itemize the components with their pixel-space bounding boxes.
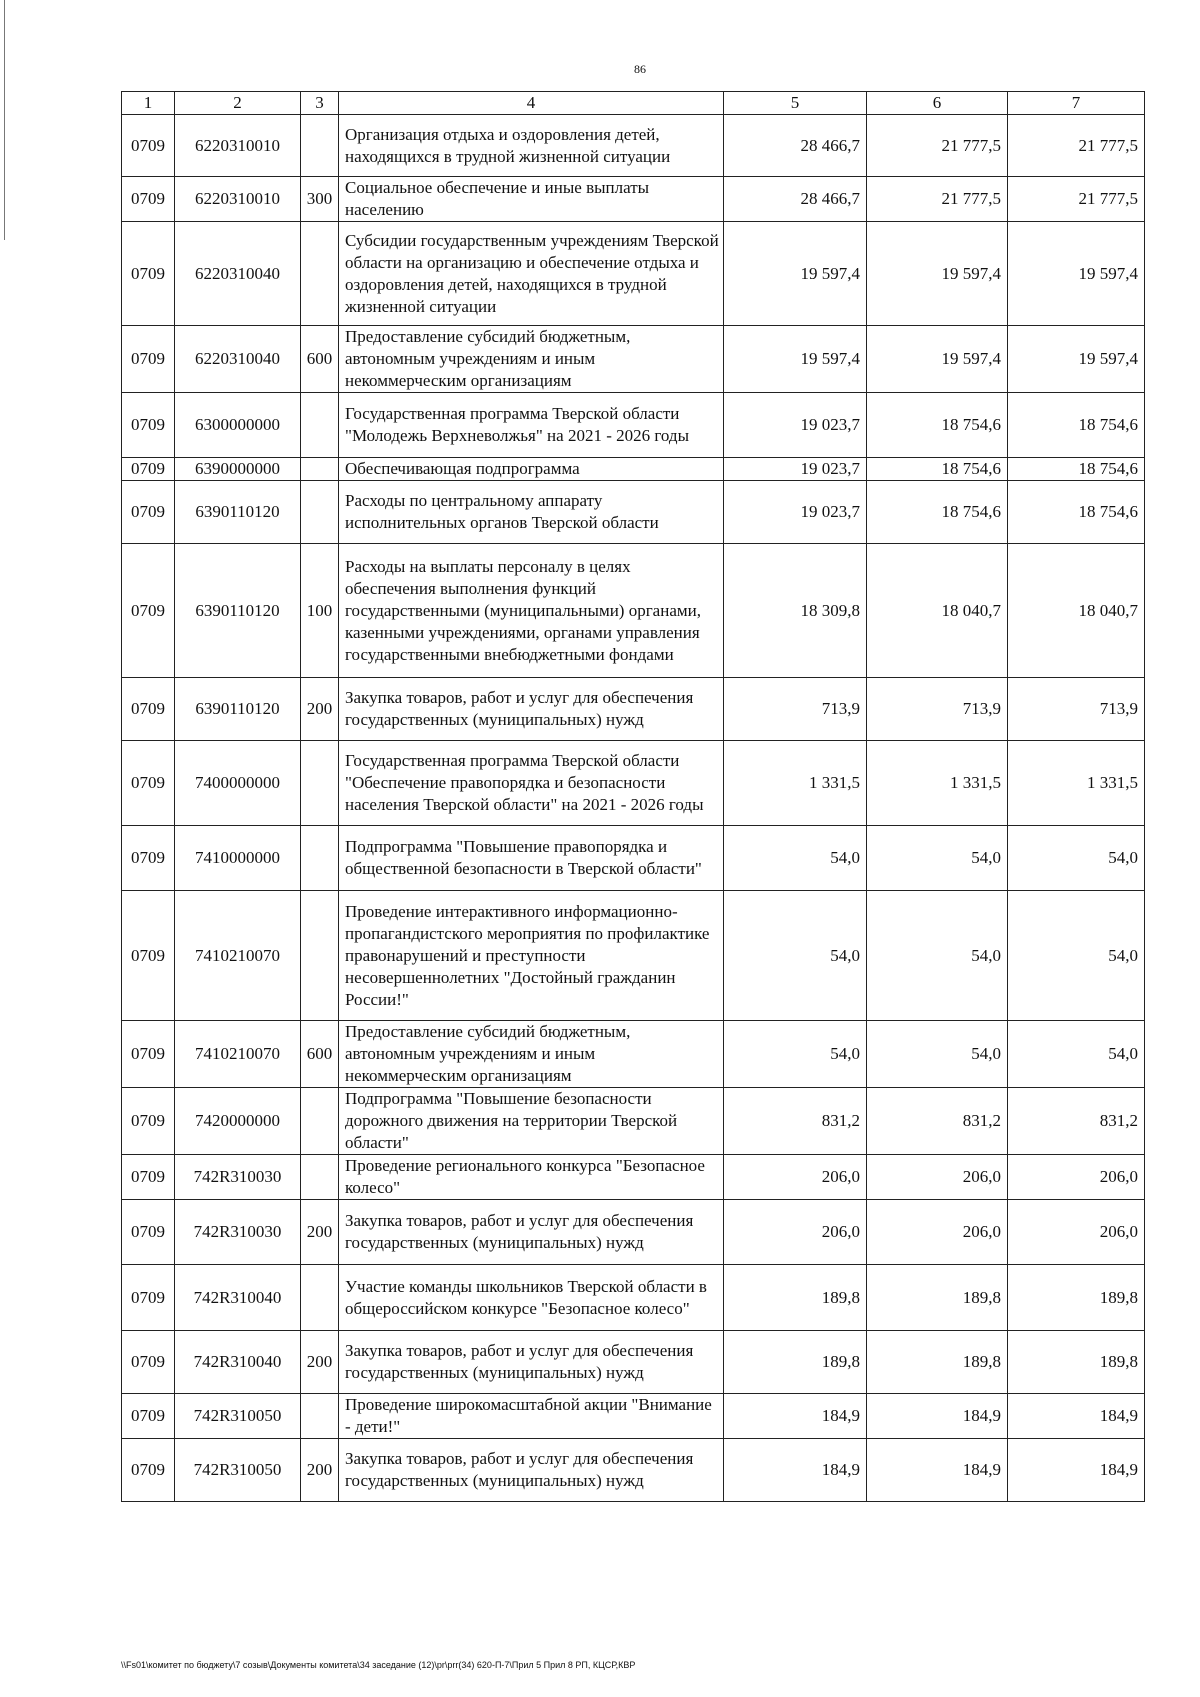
cell-expense-type <box>301 741 339 826</box>
header-col-4: 4 <box>339 92 724 115</box>
cell-value-col7: 21 777,5 <box>1008 177 1145 222</box>
cell-value-col5: 18 309,8 <box>724 544 867 678</box>
cell-code: 6220310040 <box>175 326 301 393</box>
cell-value-col5: 184,9 <box>724 1394 867 1439</box>
table-row <box>122 458 1145 481</box>
cell-value-col7: 831,2 <box>1008 1088 1145 1155</box>
cell-value-col6: 19 597,4 <box>867 326 1008 393</box>
cell-name: Закупка товаров, работ и услуг для обеспечения государственных (муниципальных) нужд <box>339 678 724 741</box>
cell-value-col5: 189,8 <box>724 1331 867 1394</box>
cell-value-col6: 206,0 <box>867 1200 1008 1265</box>
cell-value-col5: 206,0 <box>724 1200 867 1265</box>
cell-name: Закупка товаров, работ и услуг для обеспечения государственных (муниципальных) нужд <box>339 1439 724 1502</box>
header-col-7: 7 <box>1008 92 1145 115</box>
cell-expense-type <box>301 826 339 891</box>
cell-code: 6300000000 <box>175 393 301 458</box>
cell-section: 0709 <box>122 1155 175 1200</box>
cell-section: 0709 <box>122 544 175 678</box>
cell-section: 0709 <box>122 115 175 177</box>
cell-expense-type: 200 <box>301 1439 339 1502</box>
cell-code: 742R310050 <box>175 1439 301 1502</box>
cell-value-col6: 21 777,5 <box>867 115 1008 177</box>
cell-name: Обеспечивающая подпрограмма <box>339 458 724 481</box>
cell-section: 0709 <box>122 1088 175 1155</box>
table-row <box>122 1021 1145 1088</box>
cell-value-col6: 18 040,7 <box>867 544 1008 678</box>
cell-value-col5: 184,9 <box>724 1439 867 1502</box>
cell-expense-type <box>301 1265 339 1331</box>
cell-code: 742R310050 <box>175 1394 301 1439</box>
cell-section: 0709 <box>122 481 175 544</box>
cell-value-col7: 18 040,7 <box>1008 544 1145 678</box>
table-row <box>122 222 1145 326</box>
header-col-1: 1 <box>122 92 175 115</box>
cell-code: 7420000000 <box>175 1088 301 1155</box>
cell-value-col6: 189,8 <box>867 1331 1008 1394</box>
cell-name: Субсидии государственным учреждениям Тверской области на организацию и обеспечение отдыха и оздоровления детей, находящихся в трудной жизненной ситуации <box>339 222 724 326</box>
cell-value-col5: 1 331,5 <box>724 741 867 826</box>
cell-expense-type: 200 <box>301 1200 339 1265</box>
table-header-row <box>122 92 1145 115</box>
cell-name: Проведение интерактивного информационно-пропагандистского мероприятия по профилактике правонарушений и преступности несовершеннолетних "Достойный гражданин России!" <box>339 891 724 1021</box>
cell-code: 742R310030 <box>175 1155 301 1200</box>
cell-value-col5: 19 023,7 <box>724 481 867 544</box>
cell-value-col7: 184,9 <box>1008 1439 1145 1502</box>
cell-section: 0709 <box>122 1439 175 1502</box>
cell-value-col5: 831,2 <box>724 1088 867 1155</box>
table-row <box>122 1088 1145 1155</box>
cell-value-col5: 28 466,7 <box>724 115 867 177</box>
cell-value-col7: 21 777,5 <box>1008 115 1145 177</box>
cell-section: 0709 <box>122 1021 175 1088</box>
cell-value-col7: 206,0 <box>1008 1155 1145 1200</box>
cell-section: 0709 <box>122 1265 175 1331</box>
cell-value-col7: 19 597,4 <box>1008 326 1145 393</box>
cell-value-col6: 18 754,6 <box>867 481 1008 544</box>
cell-section: 0709 <box>122 826 175 891</box>
cell-section: 0709 <box>122 222 175 326</box>
cell-value-col7: 18 754,6 <box>1008 481 1145 544</box>
cell-name: Государственная программа Тверской области "Обеспечение правопорядка и безопасности населения Тверской области" на 2021 - 2026 годы <box>339 741 724 826</box>
cell-value-col5: 19 023,7 <box>724 458 867 481</box>
cell-expense-type: 300 <box>301 177 339 222</box>
cell-value-col7: 1 331,5 <box>1008 741 1145 826</box>
cell-code: 6390110120 <box>175 544 301 678</box>
cell-expense-type <box>301 115 339 177</box>
cell-value-col5: 28 466,7 <box>724 177 867 222</box>
cell-section: 0709 <box>122 177 175 222</box>
cell-value-col5: 189,8 <box>724 1265 867 1331</box>
cell-value-col5: 54,0 <box>724 891 867 1021</box>
cell-value-col6: 206,0 <box>867 1155 1008 1200</box>
header-col-6: 6 <box>867 92 1008 115</box>
cell-value-col7: 18 754,6 <box>1008 458 1145 481</box>
cell-value-col6: 18 754,6 <box>867 458 1008 481</box>
cell-code: 7410210070 <box>175 1021 301 1088</box>
cell-section: 0709 <box>122 458 175 481</box>
table-row <box>122 115 1145 177</box>
cell-name: Социальное обеспечение и иные выплаты населению <box>339 177 724 222</box>
cell-name: Расходы по центральному аппарату исполнительных органов Тверской области <box>339 481 724 544</box>
header-col-5: 5 <box>724 92 867 115</box>
table-row <box>122 177 1145 222</box>
cell-value-col6: 19 597,4 <box>867 222 1008 326</box>
cell-value-col5: 206,0 <box>724 1155 867 1200</box>
cell-code: 6390110120 <box>175 678 301 741</box>
cell-value-col5: 19 023,7 <box>724 393 867 458</box>
cell-value-col5: 713,9 <box>724 678 867 741</box>
cell-value-col6: 54,0 <box>867 826 1008 891</box>
cell-value-col7: 189,8 <box>1008 1331 1145 1394</box>
cell-value-col5: 19 597,4 <box>724 326 867 393</box>
table-row <box>122 481 1145 544</box>
cell-section: 0709 <box>122 1331 175 1394</box>
cell-code: 6220310010 <box>175 115 301 177</box>
cell-value-col6: 54,0 <box>867 891 1008 1021</box>
cell-section: 0709 <box>122 1200 175 1265</box>
cell-section: 0709 <box>122 1394 175 1439</box>
table-row <box>122 1439 1145 1502</box>
cell-value-col5: 54,0 <box>724 1021 867 1088</box>
cell-value-col6: 831,2 <box>867 1088 1008 1155</box>
scan-edge-line <box>4 0 5 240</box>
cell-value-col6: 1 331,5 <box>867 741 1008 826</box>
table-row <box>122 544 1145 678</box>
cell-name: Участие команды школьников Тверской области в общероссийском конкурсе "Безопасное колесо" <box>339 1265 724 1331</box>
cell-expense-type <box>301 1088 339 1155</box>
cell-name: Закупка товаров, работ и услуг для обеспечения государственных (муниципальных) нужд <box>339 1200 724 1265</box>
table-row <box>122 1331 1145 1394</box>
header-col-2: 2 <box>175 92 301 115</box>
table-row <box>122 741 1145 826</box>
cell-expense-type: 600 <box>301 326 339 393</box>
cell-name: Предоставление субсидий бюджетным, автономным учреждениям и иным некоммерческим организациям <box>339 326 724 393</box>
cell-value-col7: 54,0 <box>1008 1021 1145 1088</box>
cell-expense-type <box>301 891 339 1021</box>
cell-value-col7: 19 597,4 <box>1008 222 1145 326</box>
cell-expense-type: 600 <box>301 1021 339 1088</box>
cell-expense-type: 200 <box>301 1331 339 1394</box>
cell-code: 6390000000 <box>175 458 301 481</box>
cell-name: Проведение регионального конкурса "Безопасное колесо" <box>339 1155 724 1200</box>
cell-code: 742R310040 <box>175 1331 301 1394</box>
cell-expense-type <box>301 481 339 544</box>
cell-value-col7: 189,8 <box>1008 1265 1145 1331</box>
cell-section: 0709 <box>122 741 175 826</box>
cell-code: 6220310040 <box>175 222 301 326</box>
cell-value-col6: 713,9 <box>867 678 1008 741</box>
cell-name: Предоставление субсидий бюджетным, автономным учреждениям и иным некоммерческим организациям <box>339 1021 724 1088</box>
footer-file-path: \\Fs01\комитет по бюджету\7 созыв\Документы комитета\34 заседание (12)\pr\prr(34) 620-П-7\Прил 5 Прил 8 РП, КЦСР,КВР <box>121 1660 636 1670</box>
cell-value-col5: 54,0 <box>724 826 867 891</box>
budget-table-container <box>121 91 1144 1502</box>
cell-value-col7: 54,0 <box>1008 891 1145 1021</box>
page-number: 86 <box>634 62 646 76</box>
cell-value-col7: 18 754,6 <box>1008 393 1145 458</box>
cell-value-col6: 184,9 <box>867 1394 1008 1439</box>
cell-value-col7: 713,9 <box>1008 678 1145 741</box>
table-row <box>122 1265 1145 1331</box>
table-row <box>122 1155 1145 1200</box>
cell-value-col6: 54,0 <box>867 1021 1008 1088</box>
cell-name: Подпрограмма "Повышение безопасности дорожного движения на территории Тверской области" <box>339 1088 724 1155</box>
cell-name: Организация отдыха и оздоровления детей, находящихся в трудной жизненной ситуации <box>339 115 724 177</box>
cell-section: 0709 <box>122 326 175 393</box>
cell-expense-type: 100 <box>301 544 339 678</box>
cell-name: Подпрограмма "Повышение правопорядка и общественной безопасности в Тверской области" <box>339 826 724 891</box>
cell-value-col7: 54,0 <box>1008 826 1145 891</box>
cell-value-col5: 19 597,4 <box>724 222 867 326</box>
header-col-3: 3 <box>301 92 339 115</box>
cell-section: 0709 <box>122 678 175 741</box>
cell-value-col6: 184,9 <box>867 1439 1008 1502</box>
cell-value-col7: 206,0 <box>1008 1200 1145 1265</box>
table-body <box>122 115 1145 1502</box>
cell-value-col6: 21 777,5 <box>867 177 1008 222</box>
cell-code: 7410210070 <box>175 891 301 1021</box>
cell-name: Закупка товаров, работ и услуг для обеспечения государственных (муниципальных) нужд <box>339 1331 724 1394</box>
cell-expense-type <box>301 1155 339 1200</box>
cell-expense-type <box>301 393 339 458</box>
cell-code: 7410000000 <box>175 826 301 891</box>
cell-code: 6220310010 <box>175 177 301 222</box>
cell-expense-type <box>301 1394 339 1439</box>
cell-section: 0709 <box>122 891 175 1021</box>
table-row <box>122 891 1145 1021</box>
cell-name: Государственная программа Тверской области "Молодежь Верхневолжья" на 2021 - 2026 годы <box>339 393 724 458</box>
cell-value-col7: 184,9 <box>1008 1394 1145 1439</box>
cell-expense-type: 200 <box>301 678 339 741</box>
cell-expense-type <box>301 458 339 481</box>
table-row <box>122 326 1145 393</box>
cell-expense-type <box>301 222 339 326</box>
table-row <box>122 678 1145 741</box>
table-row <box>122 1394 1145 1439</box>
budget-table <box>121 91 1145 1502</box>
table-row <box>122 1200 1145 1265</box>
cell-code: 742R310040 <box>175 1265 301 1331</box>
cell-code: 6390110120 <box>175 481 301 544</box>
cell-code: 742R310030 <box>175 1200 301 1265</box>
cell-name: Расходы на выплаты персоналу в целях обеспечения выполнения функций государственными (муниципальными) органами, казенными учреждениями, органами управления государственными внебюджетными фондами <box>339 544 724 678</box>
cell-code: 7400000000 <box>175 741 301 826</box>
cell-name: Проведение широкомасштабной акции "Внимание - дети!" <box>339 1394 724 1439</box>
table-row <box>122 393 1145 458</box>
cell-value-col6: 189,8 <box>867 1265 1008 1331</box>
table-row <box>122 826 1145 891</box>
cell-value-col6: 18 754,6 <box>867 393 1008 458</box>
cell-section: 0709 <box>122 393 175 458</box>
